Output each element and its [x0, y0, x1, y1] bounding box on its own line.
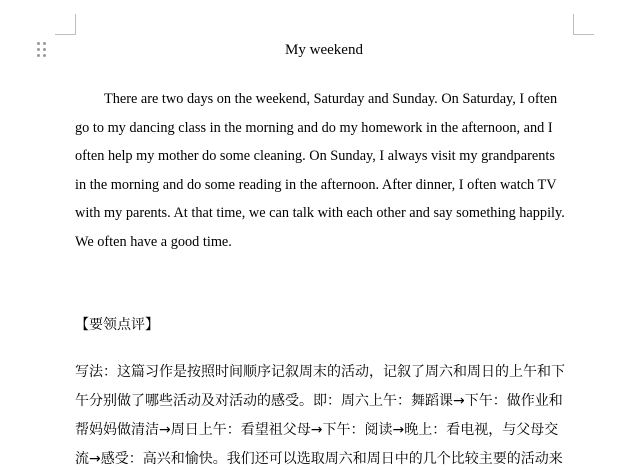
document-title: My weekend	[285, 42, 363, 58]
comment-paragraph	[75, 358, 580, 470]
comment-heading: 【要领点评】	[75, 317, 159, 333]
paragraph-line: go to my dancing class in the morning and do my homework in the afternoon, and I	[75, 119, 553, 136]
comment-line: 流→感受：高兴和愉快。我们还可以选取周六和周日中的几个比较主要的活动来	[75, 451, 563, 467]
comment-line: 午分别做了哪些活动及对活动的感受。即：周六上午：舞蹈课→下午：做作业和	[75, 393, 563, 409]
paragraph-line: often help my mother do some cleaning. On Sunday, I always visit my grandparents	[75, 148, 555, 164]
paragraph-line: with my parents. At that time, we can talk with each other and say something happily.	[75, 205, 565, 221]
english-paragraph	[75, 85, 575, 256]
paragraph-line: in the morning and do some reading in the afternoon. After dinner, I often watch TV	[75, 176, 557, 193]
crop-mark-top-right	[573, 14, 594, 35]
crop-mark-top-left	[55, 14, 76, 35]
comment-line: 帮妈妈做清洁→周日上午：看望祖父母→下午：阅读→晚上：看电视，与父母交	[75, 422, 559, 438]
comment-line: 写法：这篇习作是按照时间顺序记叙周末的活动，记叙了周六和周日的上午和下	[75, 364, 565, 380]
paragraph-line: There are two days on the weekend, Saturday and Sunday. On Saturday, I often	[104, 91, 558, 107]
paragraph-line: We often have a good time.	[75, 233, 232, 250]
